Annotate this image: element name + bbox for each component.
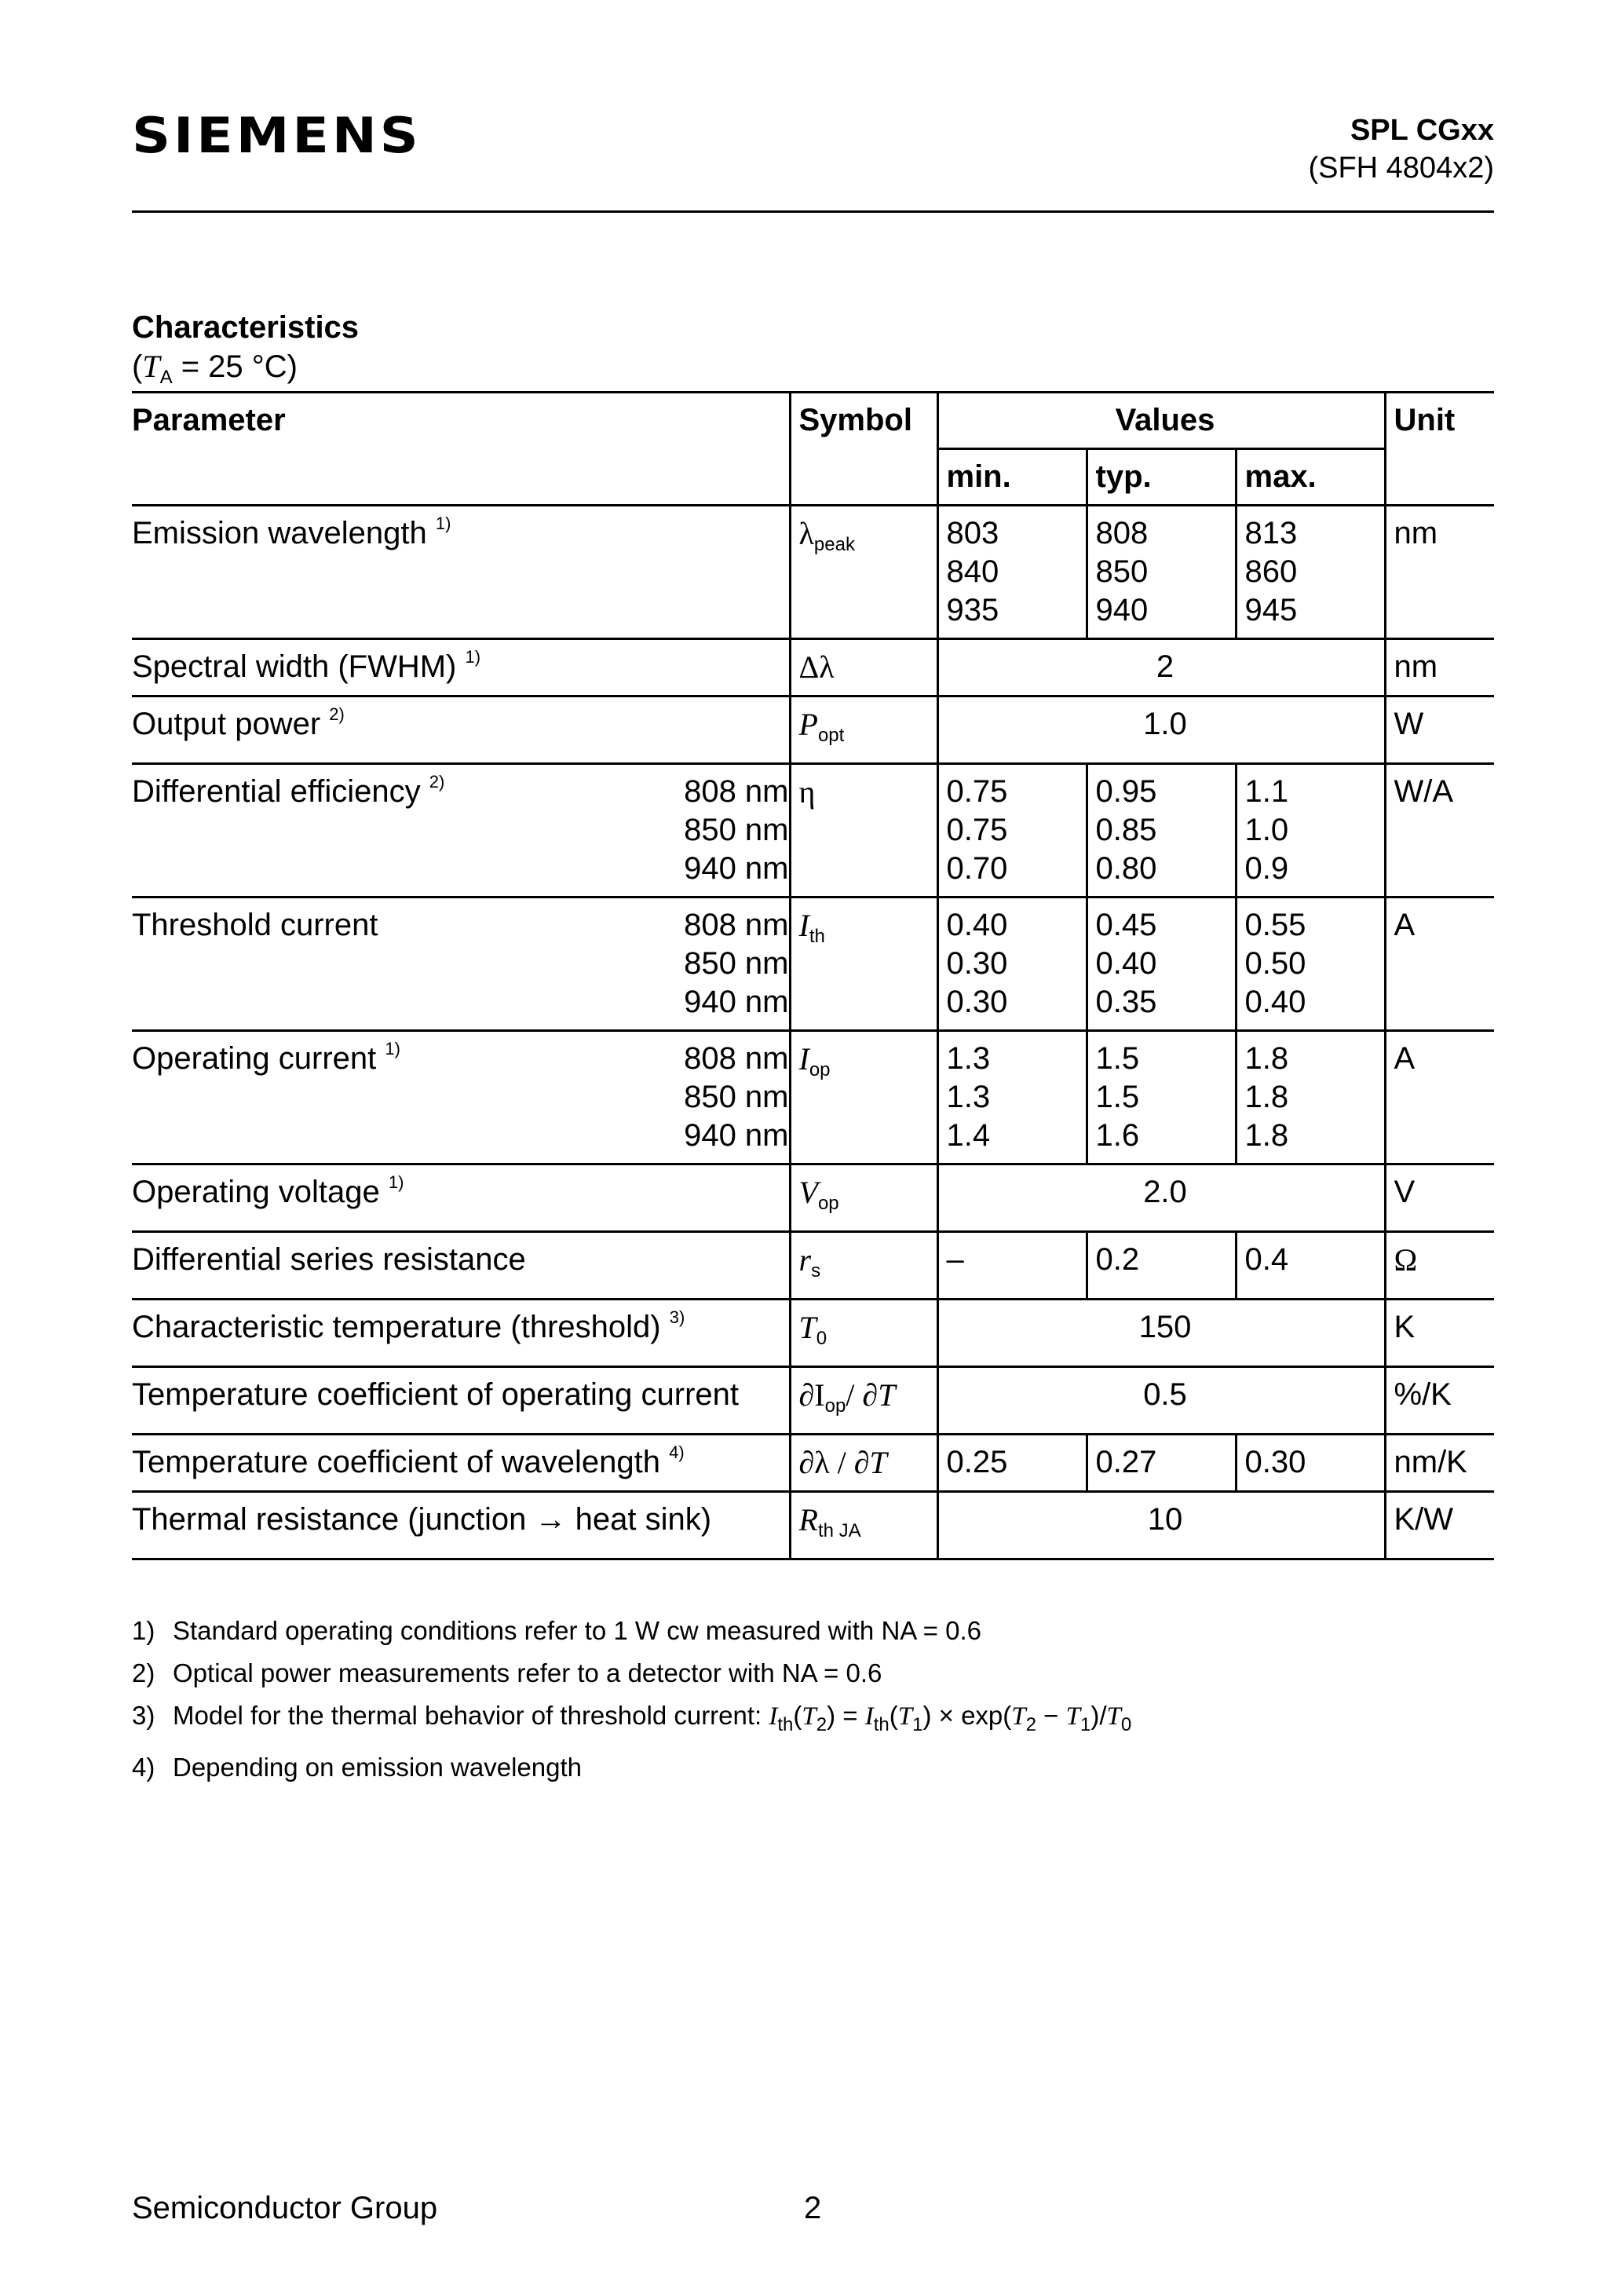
row-max: 1.1 1.0 0.9 — [1236, 764, 1385, 898]
row-value: 2.0 — [937, 1164, 1385, 1232]
header-parameter: Parameter — [132, 393, 790, 506]
row-parameter: Temperature coefficient of wavelength $^{4)}$ — [132, 1435, 790, 1492]
row-max: 0.30 — [1236, 1435, 1385, 1492]
row-max: 0.4 — [1236, 1232, 1385, 1300]
row-unit: nm — [1385, 639, 1494, 696]
row-typ: 0.45 0.40 0.35 — [1087, 898, 1236, 1031]
footnote: 2) Optical power measurements refer to a detector with NA = 0.6 — [132, 1658, 882, 1687]
row-unit: nm — [1385, 506, 1494, 639]
table-row — [132, 764, 1494, 898]
row-unit: %/K — [1385, 1367, 1494, 1435]
table-row — [132, 696, 1494, 764]
table-row — [132, 1492, 1494, 1559]
row-parameter: Thermal resistance (junction → heat sink) — [132, 1492, 790, 1559]
row-min: 0.25 — [937, 1435, 1087, 1492]
characteristics-table — [132, 391, 1494, 1560]
row-unit: K/W — [1385, 1492, 1494, 1559]
footnotes — [132, 1610, 1131, 1789]
row-symbol: $P_{opt}$ — [790, 696, 937, 764]
section-condition: ($T_A = 25$ °C) — [132, 349, 298, 388]
row-min: 0.40 0.30 0.30 — [937, 898, 1087, 1031]
row-min: – — [937, 1232, 1087, 1300]
row-value: 1.0 — [937, 696, 1385, 764]
row-unit: V — [1385, 1164, 1494, 1232]
table-row — [132, 1164, 1494, 1232]
row-symbol: $I_{op}$ — [790, 1031, 937, 1164]
row-parameter: Characteristic temperature (threshold) $^{3)}$ — [132, 1300, 790, 1367]
table-row — [132, 898, 1494, 1031]
header-max: max. — [1236, 449, 1385, 506]
row-symbol: $R_{th JA}$ — [790, 1492, 937, 1559]
part-number-block — [1308, 112, 1494, 187]
row-parameter: Spectral width (FWHM) $^{1)}$ — [132, 639, 790, 696]
header-unit: Unit — [1385, 393, 1494, 506]
row-unit: Ω — [1385, 1232, 1494, 1300]
row-max: 1.8 1.8 1.8 — [1236, 1031, 1385, 1164]
row-parameter: Temperature coefficient of operating current — [132, 1367, 790, 1435]
row-unit: W — [1385, 696, 1494, 764]
row-symbol: Δλ — [790, 639, 937, 696]
row-symbol: ∂λ / ∂T — [790, 1435, 937, 1492]
table-row — [132, 639, 1494, 696]
row-symbol: $T_0$ — [790, 1300, 937, 1367]
header-values: Values — [937, 393, 1385, 449]
row-max: 0.55 0.50 0.40 — [1236, 898, 1385, 1031]
section-title: Characteristics — [132, 310, 360, 345]
row-value: 150 — [937, 1300, 1385, 1367]
row-symbol: $\lambda_{peak}$ — [790, 506, 937, 639]
row-parameter: Differential efficiency $^{2)}$ 808 nm 850 nm 940 nm — [132, 764, 790, 898]
row-unit: W/A — [1385, 764, 1494, 898]
siemens-logo: SIEMENS — [132, 108, 422, 165]
row-typ: 0.27 — [1087, 1435, 1236, 1492]
row-typ: 808 850 940 — [1087, 506, 1236, 639]
header-rule — [132, 210, 1494, 213]
footnote: 1) Standard operating conditions refer to 1 W cw measured with NA = 0.6 — [132, 1616, 981, 1645]
table-header-row — [132, 393, 1494, 449]
row-min: 0.75 0.75 0.70 — [937, 764, 1087, 898]
table-row — [132, 1031, 1494, 1164]
row-parameter: Threshold current 808 nm 850 nm 940 nm — [132, 898, 790, 1031]
row-parameter: Output power $^{2)}$ — [132, 696, 790, 764]
footnote: 3) Model for the thermal behavior of threshold current: $I_{th}(T_2) = I_{th}(T_1) \times \exp(T_2 - T_1)/T_0$ — [132, 1701, 1132, 1735]
row-unit: A — [1385, 898, 1494, 1031]
header-typ: typ. — [1087, 449, 1236, 506]
row-typ: 1.5 1.5 1.6 — [1087, 1031, 1236, 1164]
row-symbol: $r_s$ — [790, 1232, 937, 1300]
row-symbol: η — [790, 764, 937, 898]
header-min: min. — [937, 449, 1087, 506]
footer-publisher: Semiconductor Group — [132, 2191, 438, 2225]
row-parameter: Differential series resistance — [132, 1232, 790, 1300]
header-symbol: Symbol — [790, 393, 937, 506]
row-parameter: Emission wavelength $^{1)}$ — [132, 506, 790, 639]
row-max: 813 860 945 — [1236, 506, 1385, 639]
row-min: 1.3 1.3 1.4 — [937, 1031, 1087, 1164]
table-row — [132, 1300, 1494, 1367]
alt-part-number: (SFH 4804x2) — [1308, 152, 1494, 185]
row-value: 2 — [937, 639, 1385, 696]
row-parameter: Operating current $^{1)}$ 808 nm 850 nm 940 nm — [132, 1031, 790, 1164]
row-unit: nm/K — [1385, 1435, 1494, 1492]
row-unit: K — [1385, 1300, 1494, 1367]
row-value: 0.5 — [937, 1367, 1385, 1435]
row-parameter: Operating voltage $^{1)}$ — [132, 1164, 790, 1232]
part-number: SPL CGxx — [1350, 114, 1494, 147]
row-unit: A — [1385, 1031, 1494, 1164]
table-row — [132, 1367, 1494, 1435]
row-symbol: $\partial I_{op}/$ ∂T — [790, 1367, 937, 1435]
row-symbol: $V_{op}$ — [790, 1164, 937, 1232]
page-number: 2 — [804, 2191, 822, 2225]
footnote: 4) Depending on emission wavelength — [132, 1753, 583, 1782]
table-row — [132, 1232, 1494, 1300]
table-row — [132, 506, 1494, 639]
row-min: 803 840 935 — [937, 506, 1087, 639]
row-typ: 0.2 — [1087, 1232, 1236, 1300]
table-row — [132, 1435, 1494, 1492]
row-symbol: $I_{th}$ — [790, 898, 937, 1031]
row-value: 10 — [937, 1492, 1385, 1559]
row-typ: 0.95 0.85 0.80 — [1087, 764, 1236, 898]
